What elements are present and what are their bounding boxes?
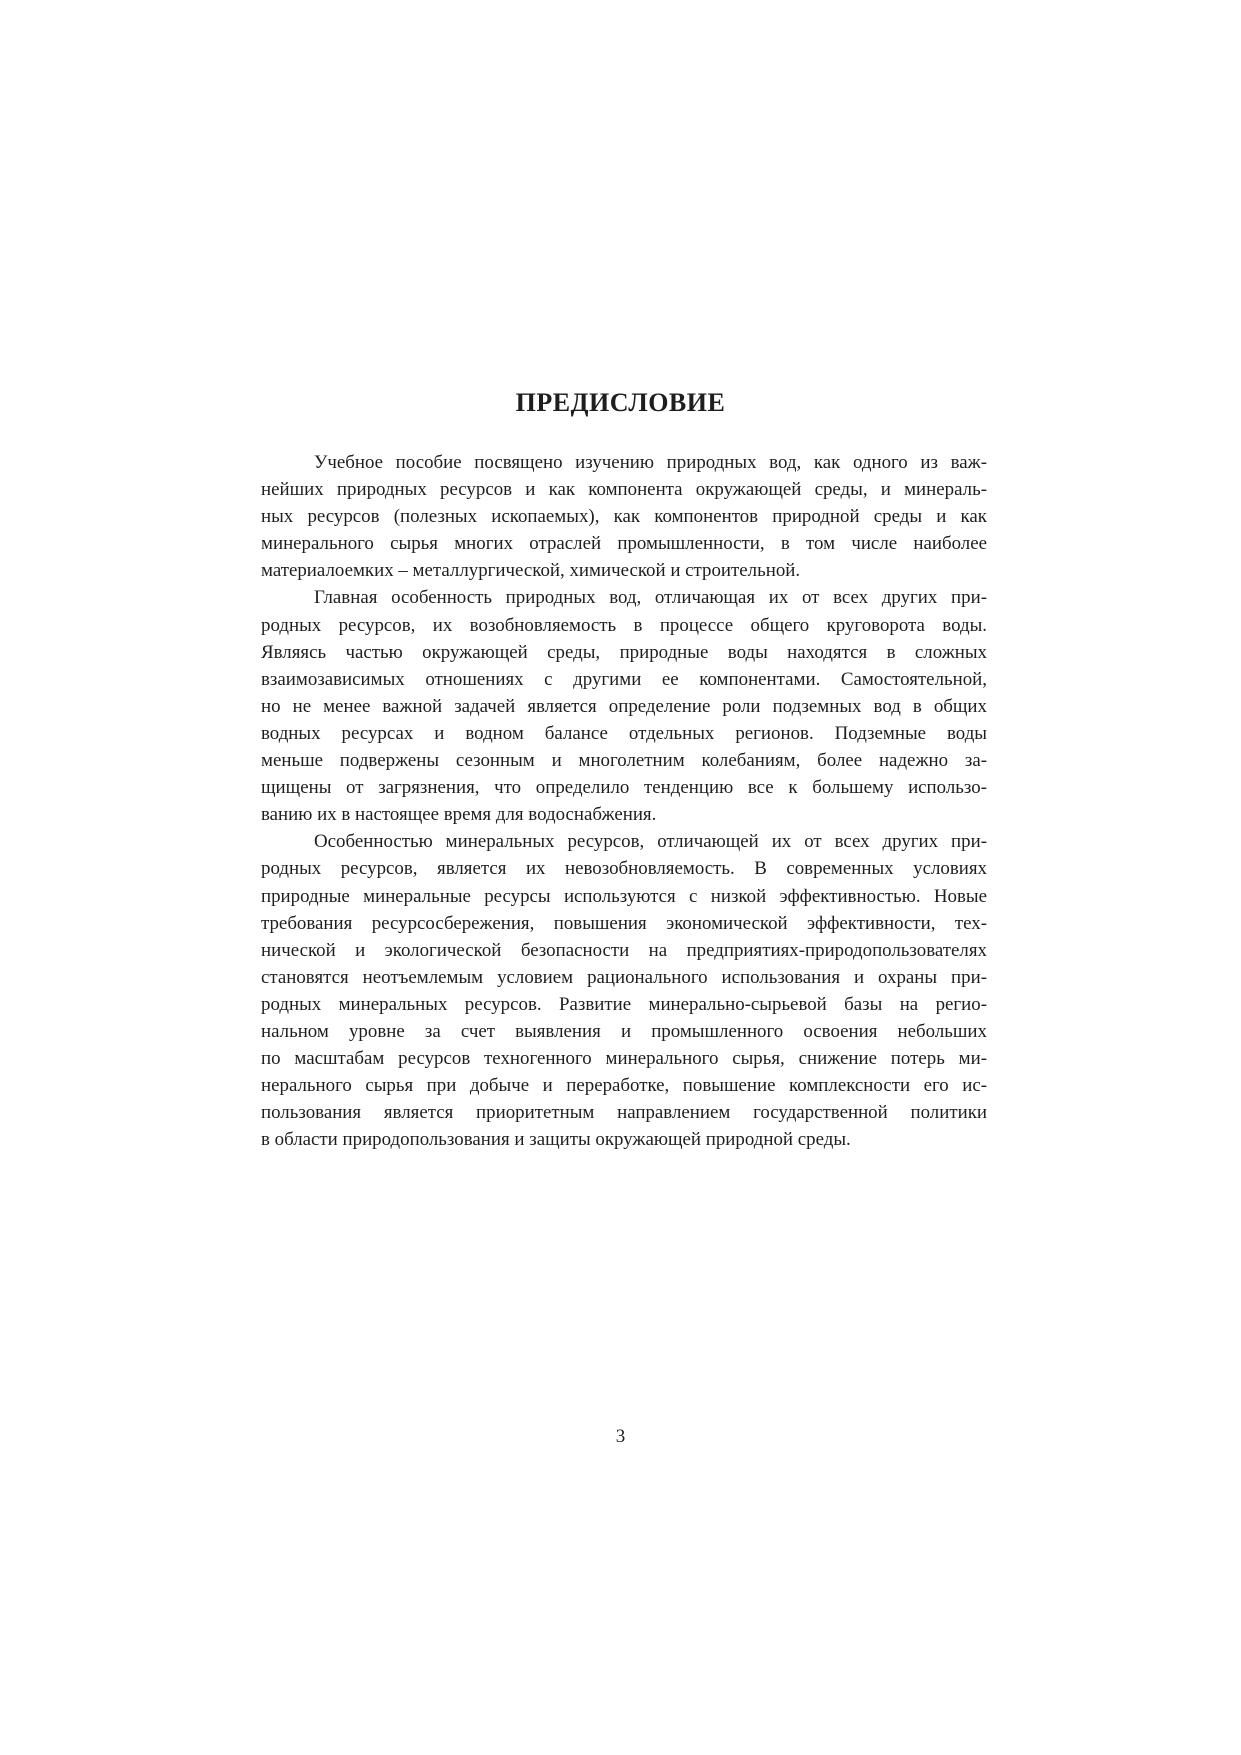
text-line: Являясь частью окружающей среды, природные воды находятся в сложных <box>261 641 987 663</box>
text-line: меньше подвержены сезонным и многолетним колебаниям, более надежно за- <box>261 750 987 772</box>
text-line: пользования является приоритетным направлением государственной политики <box>261 1102 987 1124</box>
text-line: материалоемких – металлургической, химической и строительной. <box>261 560 801 582</box>
text-line: нейших природных ресурсов и как компонента окружающей среды, и минераль- <box>261 479 987 501</box>
text-line: нальном уровне за счет выявления и промышленного освоения небольших <box>261 1020 987 1042</box>
text-line: по масштабам ресурсов техногенного минерального сырья, снижение потерь ми- <box>261 1048 987 1070</box>
text-line: природные минеральные ресурсы используются с низкой эффективностью. Новые <box>261 885 987 907</box>
text-line: родных ресурсов, является их невозобновляемость. В современных условиях <box>261 858 987 880</box>
text-line: щищены от загрязнения, что определило тенденцию все к большему использо- <box>261 777 987 799</box>
text-line: становятся неотъемлемым условием рационального использования и охраны при- <box>261 966 987 988</box>
text-line: ных ресурсов (полезных ископаемых), как компонентов природной среды и как <box>261 506 987 528</box>
text-line: родных минеральных ресурсов. Развитие минерально-сырьевой базы на регио- <box>261 993 987 1015</box>
text-line: Особенностью минеральных ресурсов, отличающей их от всех других при- <box>314 831 987 853</box>
text-line: минерального сырья многих отраслей промышленности, в том числе наиболее <box>261 533 987 555</box>
text-line: ванию их в настоящее время для водоснабжения. <box>261 804 657 826</box>
paragraph-3 <box>261 828 987 1153</box>
page-number: 3 <box>615 1426 626 1447</box>
text-line: Главная особенность природных вод, отличающая их от всех других при- <box>314 587 987 609</box>
text-line: взаимозависимых отношениях с другими ее компонентами. Самостоятельной, <box>261 668 987 690</box>
text-line: нической и экологической безопасности на предприятиях-природопользователях <box>261 939 987 961</box>
text-line: нерального сырья при добыче и переработке, повышение комплексности его ис- <box>261 1075 987 1097</box>
paragraph-1 <box>261 449 987 584</box>
text-line: в области природопользования и защиты окружающей природной среды. <box>261 1129 851 1151</box>
text-line: родных ресурсов, их возобновляемость в процессе общего круговорота воды. <box>261 614 987 636</box>
text-line: водных ресурсах и водном балансе отдельных регионов. Подземные воды <box>261 722 987 744</box>
paragraph-2 <box>261 584 987 828</box>
text-line: но не менее важной задачей является определение роли подземных вод в общих <box>261 695 987 717</box>
page-title: ПРЕДИСЛОВИЕ <box>515 388 726 417</box>
text-line: Учебное пособие посвящено изучению природных вод, как одного из важ- <box>314 452 987 473</box>
text-line: требования ресурсосбережения, повышения экономической эффективности, тех- <box>261 912 987 934</box>
body-text <box>261 449 987 1153</box>
